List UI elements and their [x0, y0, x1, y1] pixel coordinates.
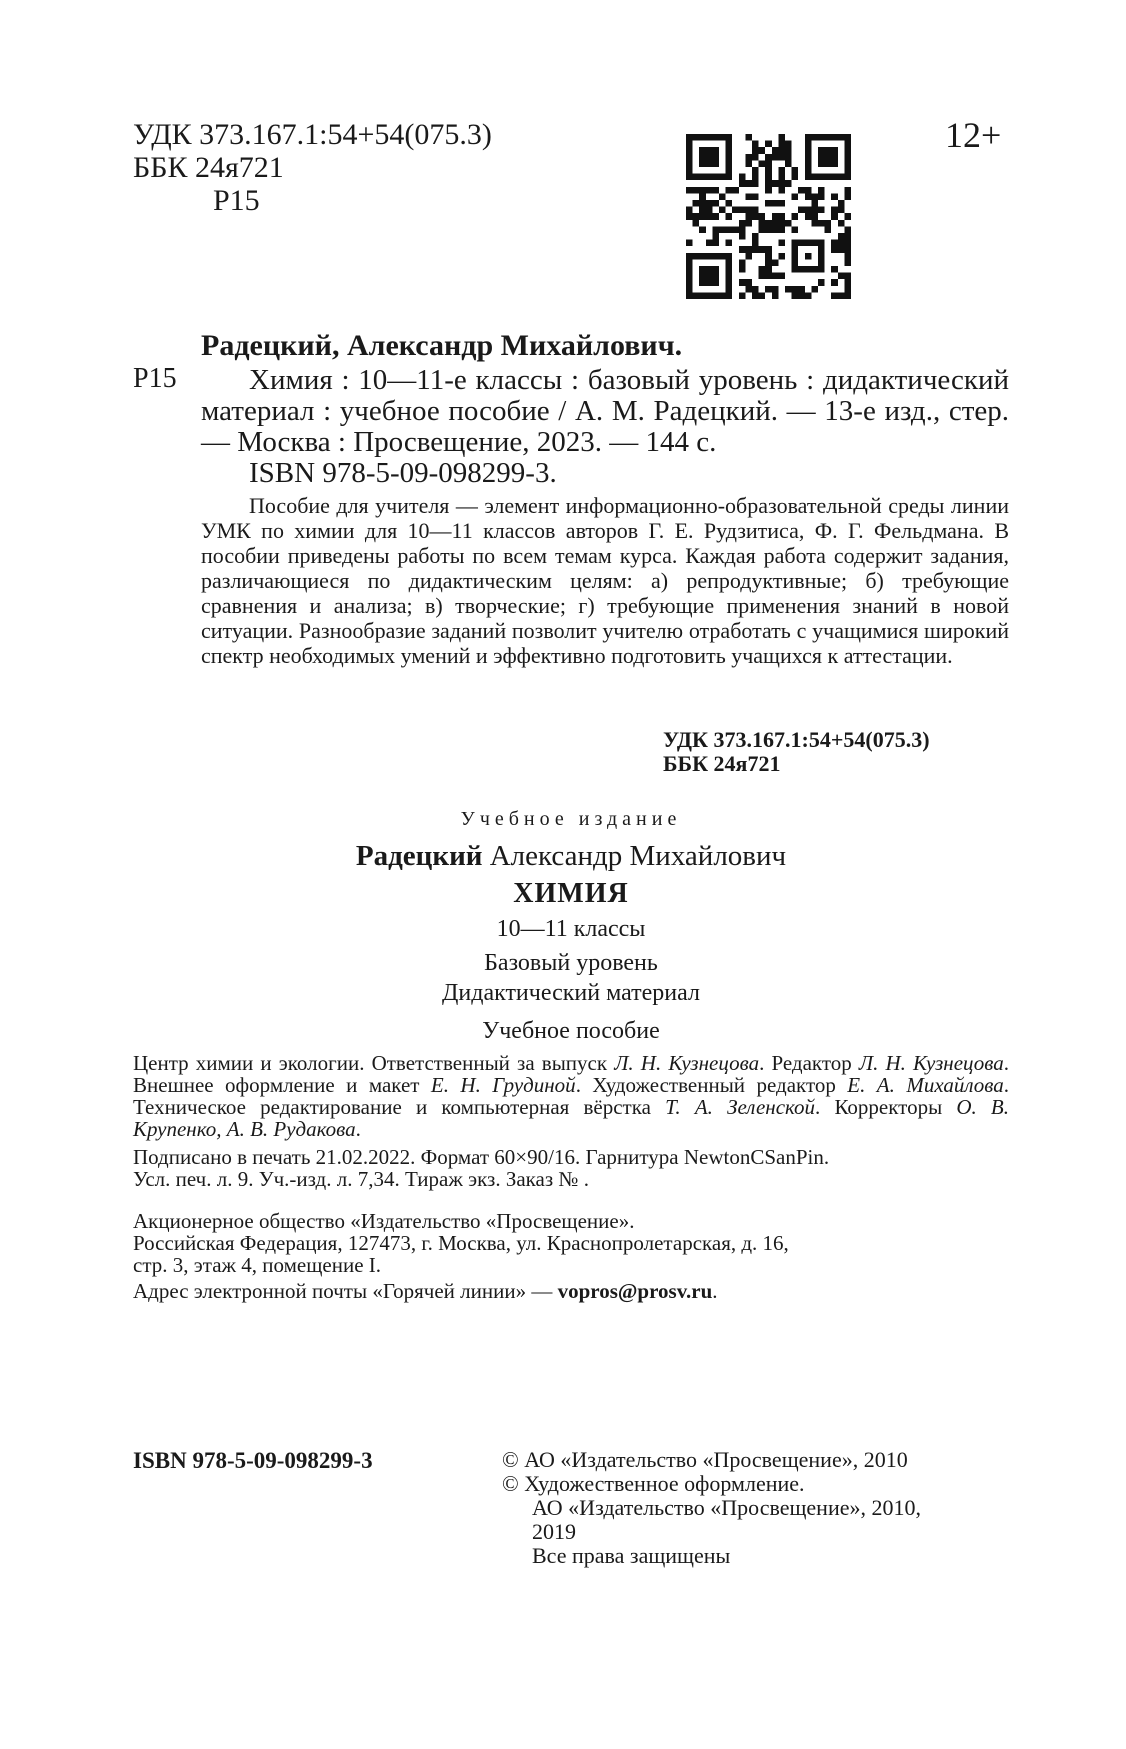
card-classification [663, 728, 930, 776]
hotline-email [133, 1280, 1009, 1302]
copyright-line1: © АО «Издательство «Просвещение», 2010 [502, 1447, 908, 1472]
publisher-line1: Акционерное общество «Издательство «Просвещение». [133, 1209, 635, 1233]
staff-text: . Художественный редактор [575, 1073, 848, 1097]
copyright-line4: 2019 [532, 1519, 576, 1544]
book-kind: Учебное пособие [482, 1018, 660, 1044]
print-details-line2: Усл. печ. л. 9. Уч.-изд. л. 7,34. Тираж экз. Заказ № . [133, 1167, 589, 1191]
card-description: Химия : 10—11-е классы : базовый уровень : дидактический материал : учебное пособие / А. М. Радецкий. — 13-е изд., стер. — Москва : Просвещение, 2023. — 144 с. [201, 364, 1009, 458]
staff-name: О. В. Крупенко, А. В. Рудакова [133, 1095, 1009, 1141]
staff-text: . Внешнее оформление и макет [133, 1051, 1009, 1097]
card-annotation: Пособие для учителя — элемент информационно-образовательной среды линии УМК по химии для 10—11 классов авторов Г. Е. Рудзитиса, Ф. Г. Фельдмана. В пособии приведены работы по всем темам курса. Каждая работа содержит задания, различающиеся по дидактическим целям: а) репродуктивные; б) требующие сравнения и анализа; в) творческие; г) требующие применения знаний в новой ситуации. Разнообразие заданий позволит учителю отработать с учащимися широкий спектр необходимых умений и эффективно подготовить учащихся к аттестации. [201, 493, 1009, 668]
email-address: vopros@prosv.ru [557, 1279, 713, 1303]
imprint-author [133, 840, 1009, 873]
edition-type: Учебное издание [460, 808, 682, 830]
catalog-card [201, 330, 1009, 668]
staff-text: . Редактор [759, 1051, 859, 1075]
rights-reserved: Все права защищены [532, 1543, 731, 1568]
print-details-line1: Подписано в печать 21.02.2022. Формат 60×90/16. Гарнитура NewtonCSanPin. [133, 1145, 830, 1169]
imprint-author-last: Радецкий [355, 840, 483, 872]
copyright-block [502, 1448, 1022, 1568]
staff-name: Е. Н. Грудиной [430, 1073, 576, 1097]
book-grade: 10—11 классы [496, 916, 646, 942]
card-isbn: ISBN 978-5-09-098299-3. [249, 457, 557, 489]
publisher-line2: Российская Федерация, 127473, г. Москва, ул. Краснопролетарская, д. 16, [133, 1231, 789, 1255]
card-udk: УДК 373.167.1:54+54(075.3) [663, 727, 930, 752]
qr-code-icon [686, 134, 851, 299]
footer-isbn: ISBN 978-5-09-098299-3 [133, 1448, 373, 1473]
staff-name: Л. Н. Кузнецова [614, 1051, 760, 1075]
staff-name: Е. А. Михайлова [847, 1073, 1004, 1097]
imprint-author-rest: Александр Михайлович [482, 840, 787, 872]
copyright-line3: АО «Издательство «Просвещение», 2010, [532, 1495, 921, 1520]
print-details [133, 1146, 1009, 1190]
copyright-line2: © Художественное оформление. [502, 1471, 805, 1496]
card-bbk: ББК 24я721 [663, 751, 781, 776]
staff-text: . Техническое редактирование и компьютерная вёрстка [133, 1073, 1009, 1119]
editorial-staff [133, 1052, 1009, 1140]
staff-text: . Корректоры [815, 1095, 957, 1119]
bbk-code: ББК 24я721 [133, 151, 284, 184]
udk-code: УДК 373.167.1:54+54(075.3) [133, 118, 492, 151]
email-end: . [712, 1279, 718, 1303]
author-sign: Р15 [213, 184, 260, 217]
publisher-line3: стр. 3, этаж 4, помещение I. [133, 1253, 382, 1277]
age-rating: 12+ [945, 115, 1002, 155]
staff-name: Т. А. Зеленской [665, 1095, 816, 1119]
book-level: Базовый уровень [484, 950, 658, 976]
staff-text: Центр химии и экологии. Ответственный за выпуск [133, 1051, 615, 1075]
email-label: Адрес электронной почты «Горячей линии» — [133, 1279, 558, 1303]
publisher-info [133, 1210, 1009, 1276]
book-title: ХИМИЯ [513, 878, 629, 909]
card-sign: Р15 [133, 363, 177, 394]
staff-text: . [355, 1117, 361, 1141]
header-codes [133, 118, 492, 217]
card-author: Радецкий, Александр Михайлович. [201, 329, 683, 362]
staff-name: Л. Н. Кузнецова [858, 1051, 1004, 1075]
book-material: Дидактический материал [442, 980, 700, 1006]
